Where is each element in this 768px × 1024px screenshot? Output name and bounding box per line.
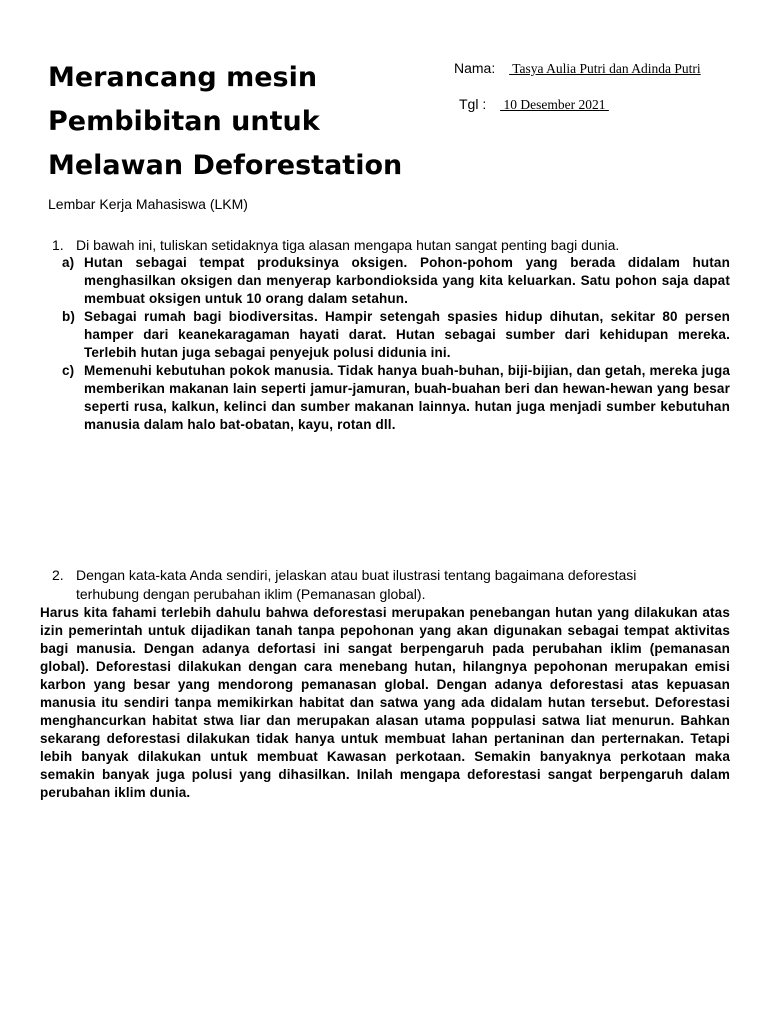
answer-item	[62, 362, 730, 434]
name-label: Nama:	[454, 60, 496, 76]
question-2-number: 2.	[52, 567, 64, 583]
question-1-number: 1.	[52, 237, 64, 253]
date-label: Tgl :	[459, 96, 487, 112]
answer-marker: b)	[62, 309, 76, 324]
title-line-2: Pembibitan untuk	[48, 106, 320, 137]
answer-text: Sebagai rumah bagi biodiversitas. Hampir setengah spasies hidup dihutan, sekitar 80 persen hamper dari keanekaragaman hayati darat. Hutan sebagai sumber dari kehidupan mereka. Terlebih hutan juga sebagai penyejuk polusi didunia ini.	[84, 309, 730, 360]
worksheet-subtitle: Lembar Kerja Mahasiswa (LKM)	[48, 196, 248, 212]
document-title	[48, 56, 428, 188]
question-2-line-2: terhubung dengan perubahan iklim (Pemanasan global).	[76, 586, 426, 602]
date-value: 10 Desember 2021	[500, 97, 609, 112]
date-row	[459, 96, 609, 113]
answer-text: Memenuhi kebutuhan pokok manusia. Tidak hanya buah-buhan, biji-bijian, dan getah, mereka juga memberikan makanan lain seperti jamur-jamuran, buah-buahan beri dan hewan-hewan yang besar seperti rusa, kalkun, kelinci dan sumber makanan lainnya. hutan juga menjadi sumber kebutuhan manusia dalam halo bat-obatan, kayu, rotan dll.	[84, 363, 730, 432]
question-2-line-1: Dengan kata-kata Anda sendiri, jelaskan atau buat ilustrasi tentang bagaimana deforestasi	[76, 567, 637, 583]
answer-marker: c)	[62, 363, 75, 378]
question-2-answer: Harus kita fahami terlebih dahulu bahwa deforestasi merupakan penebangan hutan yang dilakukan atas izin pemerintah untuk dijadikan tanah tanpa pepohonan yang akan digunakan sebagai tempat aktivitas bagi manusia. Dengan adanya defortasi ini sangat berpengaruh pada perubahan iklim (pemanasan global). Deforestasi dilakukan dengan cara menebang hutan, hilangnya pepohonan merupakan emisi karbon yang besar yang mendorong pemanasan global. Dengan adanya deforestasi atas kepuasan manusia itu sendiri tanpa memikirkan habitat dan satwa yang ada didalam hutan tersebut. Deforestasi menghancurkan habitat stwa liar dan merupakan alasan utama poppulasi satwa liat menurun. Bahkan sekarang deforestasi dilakukan tidak hanya untuk membuat lahan pertaninan dan perternakan. Tetapi lebih banyak dilakukan untuk membuat Kawasan perkotaan. Semakin banyaknya perkotaan maka semakin banyak juga polusi yang dihasilkan. Inilah mengapa deforestasi sangat berpengaruh dalam perubahan iklim dunia.	[40, 605, 730, 800]
question-1-text: Di bawah ini, tuliskan setidaknya tiga alasan mengapa hutan sangat penting bagi dunia.	[76, 237, 620, 253]
answer-item	[62, 254, 730, 308]
title-line-1: Merancang mesin	[48, 62, 318, 93]
answer-item	[62, 308, 730, 362]
question-1-answers	[62, 254, 730, 434]
answer-marker: a)	[62, 255, 75, 270]
answer-text: Hutan sebagai tempat produksinya oksigen. Pohon-pohom yang berada didalam hutan menghasilkan oksigen dan menyerap karbondioksida yang kita keluarkan. Satu pohon saja dapat membuat oksigen untuk 10 orang dalam setahun.	[84, 255, 730, 306]
title-line-3: Melawan Deforestation	[48, 150, 403, 181]
name-value: Tasya Aulia Putri dan Adinda Putri	[509, 61, 701, 76]
name-row	[454, 60, 701, 77]
